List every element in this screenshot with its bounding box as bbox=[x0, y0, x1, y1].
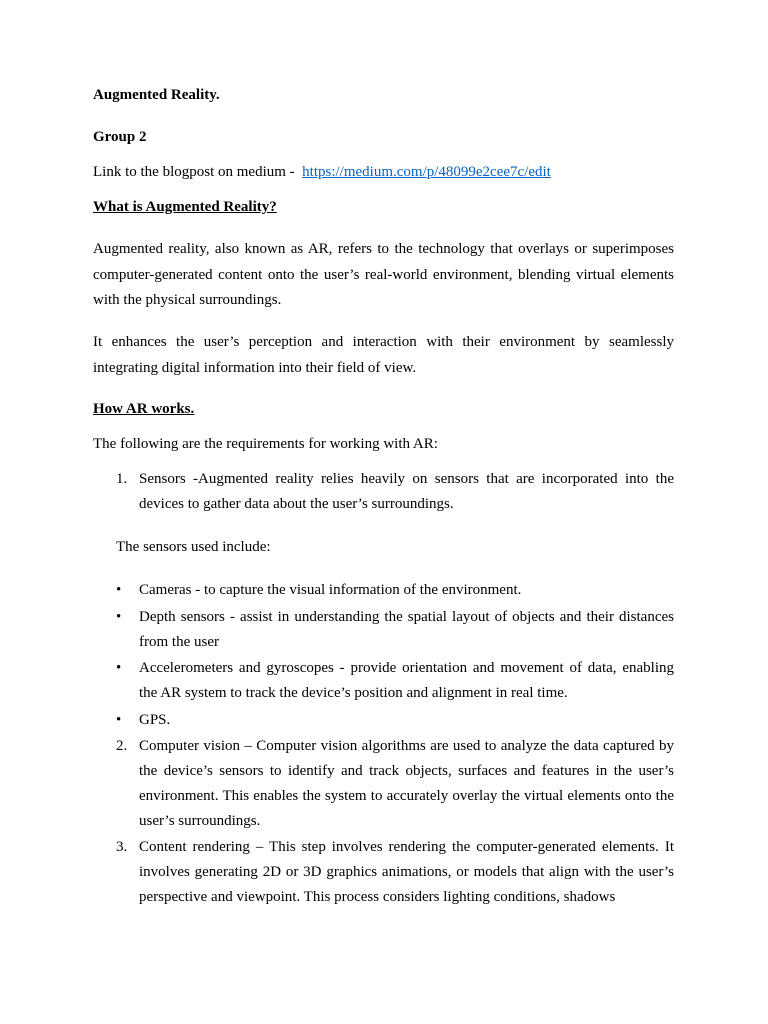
list-item-sensors: Sensors -Augmented reality relies heavily on sensors that are incorporated into the devices to gather data about the user’s surroundings. bbox=[139, 471, 674, 512]
blog-link-line bbox=[93, 164, 551, 181]
group-label: Group 2 bbox=[93, 129, 147, 145]
list-item-content-rendering: Content rendering – This step involves rendering the computer-generated elements. It involves generating 2D or 3D graphics animations, or models that align with the user’s perspective and viewpoint. This process considers lighting conditions, shadows bbox=[139, 839, 674, 905]
bullet-marker: • bbox=[116, 609, 122, 625]
list-item-computer-vision: Computer vision – Computer vision algorithms are used to analyze the data captured by the device’s sensors to identify and track objects, surfaces and features in the user’s environment. This enables the system to accurately overlay the virtual elements onto the user’s surroundings. bbox=[139, 738, 674, 829]
document-title: Augmented Reality. bbox=[93, 87, 220, 103]
section-heading-what-is-ar: What is Augmented Reality? bbox=[93, 199, 277, 215]
sensors-intro: The sensors used include: bbox=[116, 539, 271, 555]
list-number: 3. bbox=[116, 839, 128, 855]
list-number: 1. bbox=[116, 471, 128, 487]
bullet-item-cameras: Cameras - to capture the visual information of the environment. bbox=[139, 582, 522, 598]
bullet-item-accelerometers: Accelerometers and gyroscopes - provide orientation and movement of data, enabling the AR system to track the device’s position and alignment in real time. bbox=[139, 660, 674, 701]
bullet-item-gps: GPS. bbox=[139, 712, 171, 728]
section-heading-how-ar-works: How AR works. bbox=[93, 401, 195, 417]
bullet-item-depth-sensors: Depth sensors - assist in understanding the spatial layout of objects and their distances from the user bbox=[139, 609, 674, 650]
requirements-intro: The following are the requirements for working with AR: bbox=[93, 436, 438, 452]
bullet-marker: • bbox=[116, 660, 122, 676]
blog-link[interactable]: https://medium.com/p/48099e2cee7c/edit bbox=[302, 164, 551, 180]
list-number: 2. bbox=[116, 738, 128, 754]
bullet-marker: • bbox=[116, 582, 122, 598]
blog-link-label: Link to the blogpost on medium - bbox=[93, 164, 295, 180]
bullet-marker: • bbox=[116, 712, 122, 728]
paragraph-perception: It enhances the user’s perception and interaction with their environment by seamlessly integrating digital information into their field of view. bbox=[93, 334, 674, 376]
paragraph-definition: Augmented reality, also known as AR, refers to the technology that overlays or superimposes computer-generated content onto the user’s real-world environment, blending virtual elements with the physical surroundings. bbox=[93, 241, 674, 308]
